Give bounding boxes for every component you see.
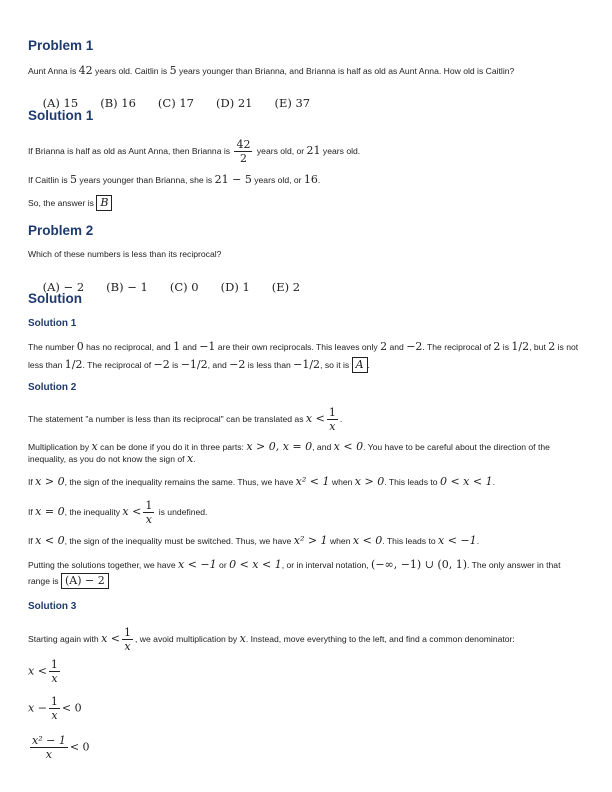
solution-title: Solution <box>28 291 82 306</box>
solution1-answer: So, the answer is B <box>28 195 584 211</box>
sol2-p6: Putting the solutions together, we have x < −1 or 0 < x < 1, or in interval notation, (−∞, −1) ∪ (0, 1). The only answer in that range is (A) − 2 <box>28 558 561 587</box>
sol3-title: Solution 3 <box>28 601 77 612</box>
sol2-p2: Multiplication by x can be done if you do it in three parts: x > 0, x = 0, and x < 0. You have to be careful about the direction of the inequality, as you do not know the sign of x. <box>28 440 550 465</box>
problem2-title: Problem 2 <box>28 223 94 238</box>
problem1-title: Problem 1 <box>28 38 94 53</box>
sol2-p3: If x > 0, the sign of the inequality remains the same. Thus, we have x² < 1 when x > 0. This leads to 0 < x < 1. <box>28 475 495 488</box>
answer-box: (A) − 2 <box>61 573 109 589</box>
sol1-title: Solution 1 <box>28 318 77 329</box>
choice-e: (E) 37 <box>274 96 311 110</box>
choice-a: (A) 15 <box>42 96 79 110</box>
problem2-text: Which of these numbers is less than its reciprocal? <box>28 249 222 259</box>
sol3-equation-1: x < $\frac{1}{x}$ <box>28 658 58 685</box>
choice-c: (C) 0 <box>169 280 199 294</box>
choice-d: (D) 21 <box>215 96 253 110</box>
answer-box: A <box>352 357 368 373</box>
choice-b: (B) − 1 <box>106 280 148 294</box>
choice-c: (C) 17 <box>157 96 194 110</box>
sol3-equation-3: $\frac{\text{x² − 1}}{x}$ < 0 <box>32 734 90 761</box>
choice-d: (D) 1 <box>220 280 250 294</box>
sol2-p1: The statement "a number is less than its reciprocal" can be translated as x < $\frac{1}{x}$ . <box>28 406 343 434</box>
sol2-p5: If x < 0, the sign of the inequality must be switched. Thus, we have x² > 1 when x < 0. This leads to x < −1. <box>28 534 480 547</box>
solution1-line1: If Brianna is half as old as Aunt Anna, then Brianna is $\frac{42}{2}$ years old, or 21 years old. <box>28 138 361 166</box>
choice-a: (A) − 2 <box>42 280 85 294</box>
sol3-equation-2: x − $\frac{1}{x}$ < 0 <box>28 695 82 722</box>
sol1-paragraph: The number 0 has no reciprocal, and 1 and −1 are their own reciprocals. This leaves only 2 and −2. The reciprocal of 2 is 1/2, but 2 is not less than 1/2. The reciprocal of −2 is −1/2, and −2 is less than −1/2, so it is A . <box>28 340 579 371</box>
problem1-text: Aunt Anna is 42 years old. Caitlin is 5 years younger than Brianna, and Brianna is half as old as Aunt Anna. How old is Caitlin? <box>28 64 515 77</box>
choice-e: (E) 2 <box>271 280 301 294</box>
sol2-p4: If x = 0, the inequality x < $\frac{1}{x}$ is undefined. <box>28 499 208 527</box>
sol2-title: Solution 2 <box>28 382 77 393</box>
answer-box: B <box>96 195 112 211</box>
choice-b: (B) 16 <box>100 96 136 110</box>
solution1-line2: If Caitlin is 5 years younger than Brianna, she is 21 − 5 years old, or 16. <box>28 173 321 186</box>
solution1-title: Solution 1 <box>28 108 94 123</box>
fraction-42-over-2: $\frac{42}{2}$ <box>236 138 251 166</box>
sol3-p1: Starting again with x < $\frac{1}{x}$ , we avoid multiplication by x. Instead, move everything to the left, and find a common denominator: <box>28 626 515 654</box>
